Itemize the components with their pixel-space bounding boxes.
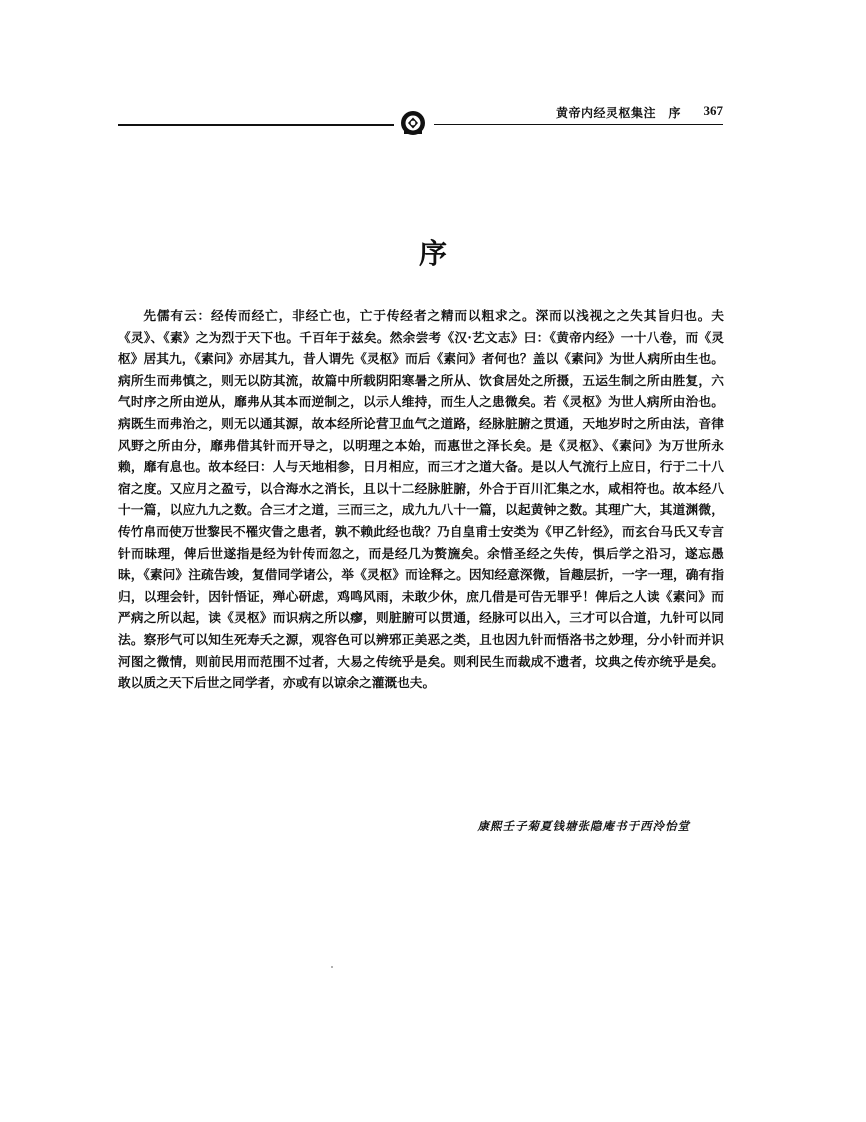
page-number: 367 <box>703 103 723 118</box>
preface-body-text: 先儒有云：经传而经亡，非经亡也，亡于传经者之精而以粗求之。深而以浅视之之失其旨归也。夫《灵》、《素》之为烈于天下也。千百年于兹矣。然余尝考《汉·艺文志》曰：《黄帝内经》一十八卷，而《灵枢》居其九，《素问》亦居其九，昔人谓先《灵枢》而后《素问》者何也？盖以《素问》为世人病所由生也。病所生而弗慎之，则无以防其流，故篇中所载阴阳寒暑之所从、饮食居处之所摄，五运生制之所由胜复，六气时序之所由逆从，靡弗从其本而逆制之，以示人维持，而生人之患微矣。若《灵枢》为世人病所由治也。病既生而弗治之，则无以通其源，故本经所论营卫血气之道路，经脉脏腑之贯通，天地岁时之所由法，音律风野之所由分，靡弗借其针而开导之，以明理之本始，而惠世之泽长矣。是《灵枢》、《素问》为万世所永赖，靡有息也。故本经曰：人与天地相参，日月相应，而三才之道大备。是以人气流行上应日，行于二十八宿之度。又应月之盈亏，以合海水之消长，且以十二经脉脏腑，外合于百川汇集之水，咸相符也。故本经八十一篇，以应九九之数。合三才之道，三而三之，成九九八十一篇，以起黄钟之数。其理广大，其道渊微，传竹帛而使万世黎民不罹灾眚之患者，孰不赖此经也哉？乃自皇甫士安类为《甲乙针经》，而玄台马氏又专言针而昧理，俾后世遂指是经为针传而忽之，而是经几为赘旒矣。余惜圣经之失传，惧后学之沿习，遂忘愚昧，《素问》注疏告竣，复借同学诸公，举《灵枢》而诠释之。因知经意深微，旨趣层折，一字一理，确有指归，以理会针，因针悟证，殚心研虑，鸡鸣风雨，未敢少休，庶几借是可告无罪乎！俾后之人读《素问》而严病之所以起，读《灵枢》而识病之所以瘳，则脏腑可以贯通，经脉可以出入，三才可以合道，九针可以同法。察形气可以知生死寿夭之源，观容色可以辨邪正美恶之类，且也因九针而悟洛书之妙理，分小针而并识河图之微情，则前民用而范围不过者，大易之传统乎是矣。则利民生而裁成不遗者，坟典之传亦统乎是矣。敢以质之天下后世之同学者，亦或有以谅余之灌溉也夫。 <box>118 308 724 691</box>
chapter-title: 序 <box>418 237 447 270</box>
running-title: 黄帝内经灵枢集注 序 <box>555 106 681 120</box>
page-header <box>118 100 723 134</box>
signature-line: 康熙壬子菊夏钱塘张隐庵书于西泠怡堂 <box>477 819 690 833</box>
header-rule-left <box>118 124 394 126</box>
header-rule-right <box>434 124 723 125</box>
scan-speck <box>331 966 333 968</box>
publisher-emblem-icon <box>400 110 426 136</box>
